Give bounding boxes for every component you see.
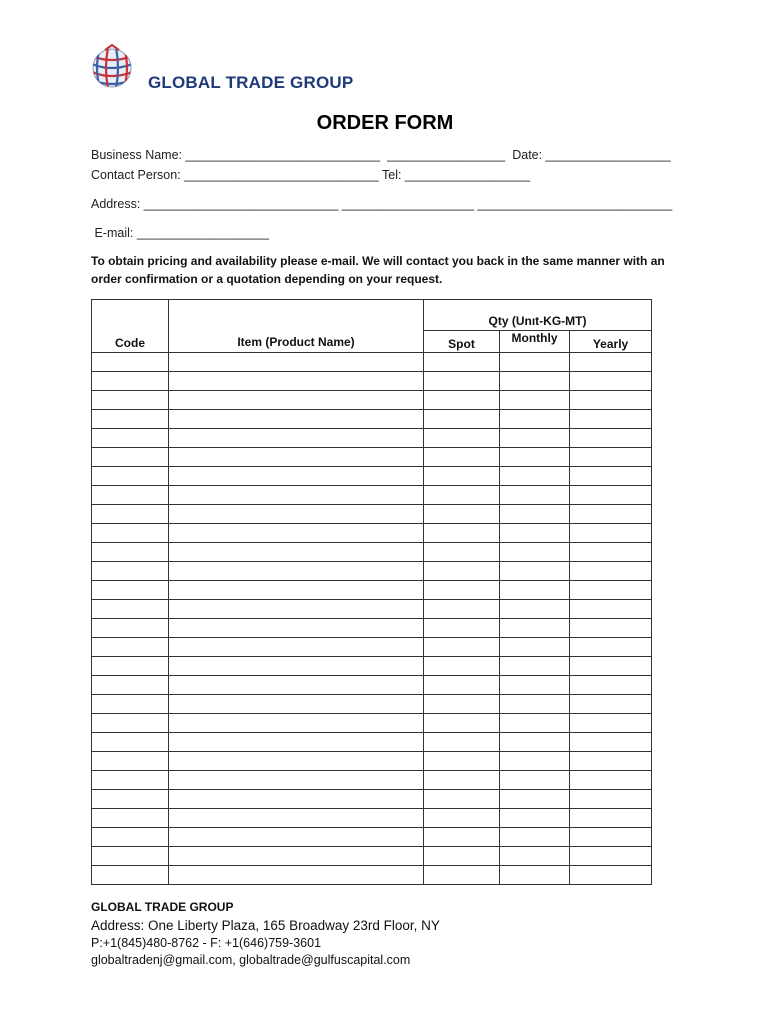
item-cell[interactable] xyxy=(169,372,424,391)
yearly-cell[interactable] xyxy=(570,543,652,562)
monthly-cell[interactable] xyxy=(500,505,570,524)
yearly-cell[interactable] xyxy=(570,714,652,733)
table-row xyxy=(92,353,652,372)
code-cell[interactable] xyxy=(92,410,169,429)
monthly-cell[interactable] xyxy=(500,866,570,885)
table-row xyxy=(92,619,652,638)
item-cell[interactable] xyxy=(169,619,424,638)
yearly-cell[interactable] xyxy=(570,448,652,467)
code-cell[interactable] xyxy=(92,847,169,866)
code-cell[interactable] xyxy=(92,467,169,486)
table-row xyxy=(92,695,652,714)
monthly-cell[interactable] xyxy=(500,448,570,467)
yearly-cell[interactable] xyxy=(570,657,652,676)
table-row xyxy=(92,676,652,695)
address-line[interactable]: Address: ____________________________ ___________________ ____________________________ xyxy=(91,197,673,211)
code-cell[interactable] xyxy=(92,543,169,562)
yearly-cell[interactable] xyxy=(570,505,652,524)
table-row xyxy=(92,391,652,410)
header-code: Code xyxy=(92,300,169,353)
monthly-cell[interactable] xyxy=(500,714,570,733)
code-cell[interactable] xyxy=(92,638,169,657)
code-cell[interactable] xyxy=(92,581,169,600)
item-cell[interactable] xyxy=(169,771,424,790)
spot-cell[interactable] xyxy=(424,828,500,847)
footer xyxy=(91,898,440,969)
table-row xyxy=(92,581,652,600)
spot-cell[interactable] xyxy=(424,771,500,790)
spot-cell[interactable] xyxy=(424,714,500,733)
yearly-cell[interactable] xyxy=(570,790,652,809)
table-row xyxy=(92,847,652,866)
item-cell[interactable] xyxy=(169,391,424,410)
spot-cell[interactable] xyxy=(424,638,500,657)
table-row xyxy=(92,790,652,809)
contact-person-tel-line[interactable]: Contact Person: ____________________________ Tel: __________________ xyxy=(91,168,531,182)
monthly-cell[interactable] xyxy=(500,847,570,866)
item-cell[interactable] xyxy=(169,676,424,695)
table-row xyxy=(92,600,652,619)
monthly-cell[interactable] xyxy=(500,771,570,790)
monthly-cell[interactable] xyxy=(500,809,570,828)
instructions-text: To obtain pricing and availability please e-mail. We will contact you back in the same manner with an order confirmation or a quotation depending on your request. xyxy=(91,254,665,286)
spot-cell[interactable] xyxy=(424,372,500,391)
code-cell[interactable] xyxy=(92,562,169,581)
footer-phone: P:+1(845)480-8762 - F: +1(646)759-3601 xyxy=(91,936,322,950)
spot-cell[interactable] xyxy=(424,866,500,885)
monthly-cell[interactable] xyxy=(500,638,570,657)
code-cell[interactable] xyxy=(92,714,169,733)
yearly-cell[interactable] xyxy=(570,600,652,619)
table-row xyxy=(92,828,652,847)
code-cell[interactable] xyxy=(92,790,169,809)
table-row xyxy=(92,752,652,771)
spot-cell[interactable] xyxy=(424,391,500,410)
item-cell[interactable] xyxy=(169,714,424,733)
item-cell[interactable] xyxy=(169,847,424,866)
spot-cell[interactable] xyxy=(424,467,500,486)
table-row xyxy=(92,809,652,828)
code-cell[interactable] xyxy=(92,809,169,828)
item-cell[interactable] xyxy=(169,752,424,771)
item-cell[interactable] xyxy=(169,505,424,524)
code-cell[interactable] xyxy=(92,676,169,695)
code-cell[interactable] xyxy=(92,752,169,771)
yearly-cell[interactable] xyxy=(570,771,652,790)
yearly-cell[interactable] xyxy=(570,752,652,771)
monthly-cell[interactable] xyxy=(500,733,570,752)
monthly-cell[interactable] xyxy=(500,752,570,771)
spot-cell[interactable] xyxy=(424,847,500,866)
monthly-cell[interactable] xyxy=(500,372,570,391)
yearly-cell[interactable] xyxy=(570,638,652,657)
spot-cell[interactable] xyxy=(424,809,500,828)
yearly-cell[interactable] xyxy=(570,524,652,543)
code-cell[interactable] xyxy=(92,353,169,372)
spot-cell[interactable] xyxy=(424,524,500,543)
table-row xyxy=(92,372,652,391)
table-row xyxy=(92,771,652,790)
page-title: ORDER FORM xyxy=(316,112,454,134)
table-header-row xyxy=(92,300,652,331)
table-row xyxy=(92,505,652,524)
monthly-cell[interactable] xyxy=(500,619,570,638)
monthly-cell[interactable] xyxy=(500,695,570,714)
spot-cell[interactable] xyxy=(424,505,500,524)
item-cell[interactable] xyxy=(169,657,424,676)
table-row xyxy=(92,467,652,486)
yearly-cell[interactable] xyxy=(570,733,652,752)
business-name-date-line[interactable]: Business Name: ____________________________ _________________ Date: __________________ xyxy=(91,148,671,162)
yearly-cell[interactable] xyxy=(570,467,652,486)
spot-cell[interactable] xyxy=(424,562,500,581)
table-row xyxy=(92,733,652,752)
header-item: Item (Product Name) xyxy=(169,300,424,353)
item-cell[interactable] xyxy=(169,581,424,600)
monthly-cell[interactable] xyxy=(500,467,570,486)
code-cell[interactable] xyxy=(92,524,169,543)
yearly-cell[interactable] xyxy=(570,372,652,391)
yearly-cell[interactable] xyxy=(570,676,652,695)
code-cell[interactable] xyxy=(92,429,169,448)
spot-cell[interactable] xyxy=(424,657,500,676)
item-cell[interactable] xyxy=(169,600,424,619)
spot-cell[interactable] xyxy=(424,752,500,771)
monthly-cell[interactable] xyxy=(500,600,570,619)
spot-cell[interactable] xyxy=(424,676,500,695)
item-cell[interactable] xyxy=(169,695,424,714)
header-qty: Qty (Unıt-KG-MT) xyxy=(424,300,652,331)
spot-cell[interactable] xyxy=(424,695,500,714)
yearly-cell[interactable] xyxy=(570,619,652,638)
yearly-cell[interactable] xyxy=(570,866,652,885)
code-cell[interactable] xyxy=(92,866,169,885)
item-cell[interactable] xyxy=(169,733,424,752)
header-yearly: Yearly xyxy=(570,331,652,353)
company-name: GLOBAL TRADE GROUP xyxy=(148,73,354,92)
globe-icon xyxy=(88,42,136,90)
table-row xyxy=(92,429,652,448)
code-cell[interactable] xyxy=(92,771,169,790)
order-table xyxy=(91,299,652,885)
code-cell[interactable] xyxy=(92,372,169,391)
monthly-cell[interactable] xyxy=(500,657,570,676)
spot-cell[interactable] xyxy=(424,486,500,505)
item-cell[interactable] xyxy=(169,543,424,562)
yearly-cell[interactable] xyxy=(570,581,652,600)
item-cell[interactable] xyxy=(169,429,424,448)
spot-cell[interactable] xyxy=(424,600,500,619)
monthly-cell[interactable] xyxy=(500,543,570,562)
monthly-cell[interactable] xyxy=(500,486,570,505)
item-cell[interactable] xyxy=(169,410,424,429)
spot-cell[interactable] xyxy=(424,619,500,638)
monthly-cell[interactable] xyxy=(500,353,570,372)
item-cell[interactable] xyxy=(169,524,424,543)
item-cell[interactable] xyxy=(169,486,424,505)
yearly-cell[interactable] xyxy=(570,429,652,448)
table-row xyxy=(92,486,652,505)
item-cell[interactable] xyxy=(169,562,424,581)
table-row xyxy=(92,543,652,562)
code-cell[interactable] xyxy=(92,619,169,638)
monthly-cell[interactable] xyxy=(500,391,570,410)
code-cell[interactable] xyxy=(92,828,169,847)
table-row xyxy=(92,524,652,543)
spot-cell[interactable] xyxy=(424,790,500,809)
footer-company: GLOBAL TRADE GROUP xyxy=(91,900,234,914)
table-row xyxy=(92,448,652,467)
item-cell[interactable] xyxy=(169,809,424,828)
item-cell[interactable] xyxy=(169,866,424,885)
monthly-cell[interactable] xyxy=(500,581,570,600)
code-cell[interactable] xyxy=(92,600,169,619)
table-row xyxy=(92,638,652,657)
code-cell[interactable] xyxy=(92,486,169,505)
monthly-cell[interactable] xyxy=(500,828,570,847)
spot-cell[interactable] xyxy=(424,410,500,429)
yearly-cell[interactable] xyxy=(570,828,652,847)
monthly-cell[interactable] xyxy=(500,524,570,543)
monthly-cell[interactable] xyxy=(500,429,570,448)
monthly-cell[interactable] xyxy=(500,410,570,429)
spot-cell[interactable] xyxy=(424,733,500,752)
item-cell[interactable] xyxy=(169,638,424,657)
yearly-cell[interactable] xyxy=(570,410,652,429)
table-row xyxy=(92,562,652,581)
yearly-cell[interactable] xyxy=(570,486,652,505)
code-cell[interactable] xyxy=(92,657,169,676)
spot-cell[interactable] xyxy=(424,448,500,467)
monthly-cell[interactable] xyxy=(500,562,570,581)
header-spot: Spot xyxy=(424,331,500,353)
table-row xyxy=(92,866,652,885)
monthly-cell[interactable] xyxy=(500,790,570,809)
item-cell[interactable] xyxy=(169,790,424,809)
code-cell[interactable] xyxy=(92,505,169,524)
yearly-cell[interactable] xyxy=(570,847,652,866)
yearly-cell[interactable] xyxy=(570,562,652,581)
email-line[interactable]: E-mail: ___________________ xyxy=(91,226,269,240)
footer-address: Address: One Liberty Plaza, 165 Broadway 23rd Floor, NY xyxy=(91,918,440,933)
yearly-cell[interactable] xyxy=(570,353,652,372)
item-cell[interactable] xyxy=(169,448,424,467)
code-cell[interactable] xyxy=(92,695,169,714)
table-row xyxy=(92,410,652,429)
header-monthly: Monthly xyxy=(500,331,570,353)
code-cell[interactable] xyxy=(92,733,169,752)
spot-cell[interactable] xyxy=(424,543,500,562)
footer-email: globaltradenj@gmail.com, globaltrade@gulfuscapital.com xyxy=(91,953,411,967)
item-cell[interactable] xyxy=(169,353,424,372)
spot-cell[interactable] xyxy=(424,429,500,448)
item-cell[interactable] xyxy=(169,467,424,486)
table-row xyxy=(92,714,652,733)
spot-cell[interactable] xyxy=(424,581,500,600)
table-row xyxy=(92,657,652,676)
yearly-cell[interactable] xyxy=(570,809,652,828)
code-cell[interactable] xyxy=(92,391,169,410)
spot-cell[interactable] xyxy=(424,353,500,372)
code-cell[interactable] xyxy=(92,448,169,467)
item-cell[interactable] xyxy=(169,828,424,847)
yearly-cell[interactable] xyxy=(570,391,652,410)
monthly-cell[interactable] xyxy=(500,676,570,695)
yearly-cell[interactable] xyxy=(570,695,652,714)
